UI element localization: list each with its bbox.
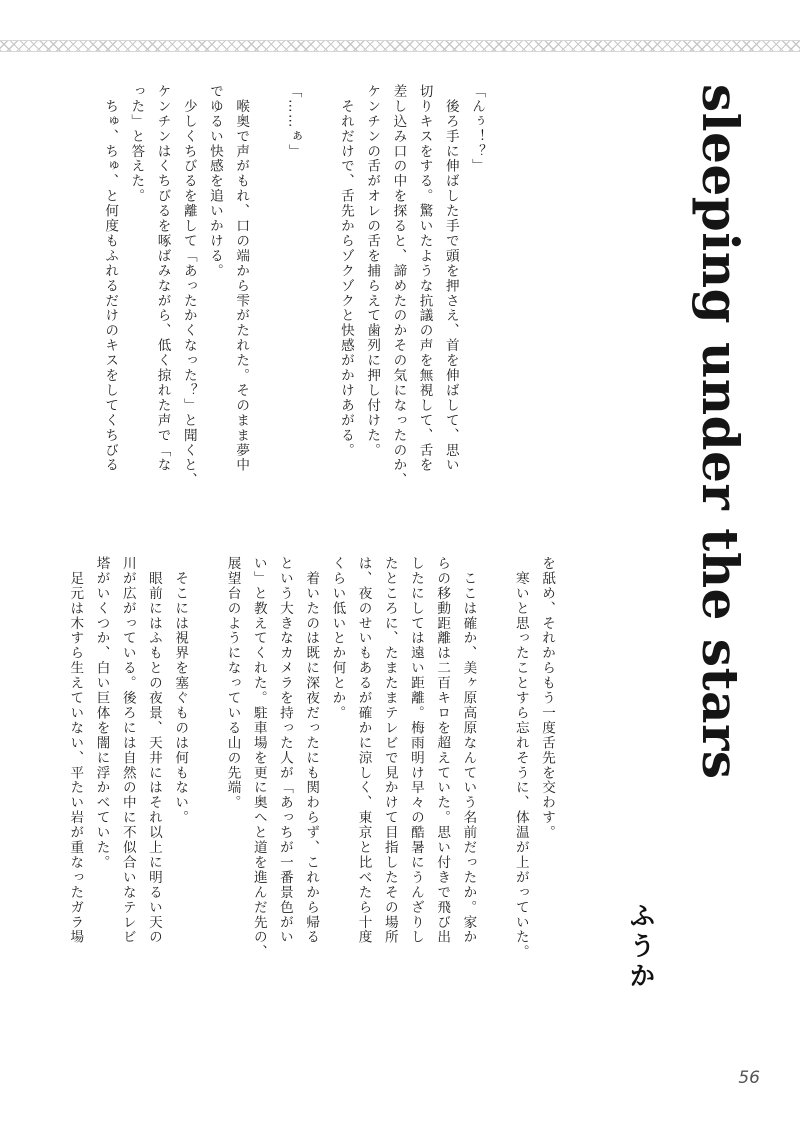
text-line: 喉奥で声がもれ、口の端から雫がたれた。そのまま夢中	[233, 84, 250, 473]
text-line: い」と教えてくれた。駐車場を更に奥へと道を進んだ先の、	[250, 556, 267, 960]
page-number: 56	[738, 1068, 760, 1088]
text-line: たところに、たまたまテレビで見かけて目指したその場所	[381, 556, 398, 945]
text-line: 切りキスをする。驚いたような抗議の声を無視して、舌を	[416, 84, 433, 473]
text-line: でゆるい快感を追いかける。	[206, 84, 223, 279]
text-line	[307, 84, 333, 544]
text-line: は、夜のせいもあるが確かに涼しく、東京と比べたら十度	[355, 556, 372, 945]
text-line: 展望台のようになっている山の先端。	[224, 556, 241, 811]
author-name: ふうか	[625, 902, 655, 992]
text-line: 寒いと思ったことすら忘れそうに、体温が上がっていた。	[512, 556, 529, 960]
text-line: 「……ぁ」	[285, 84, 302, 159]
lower-text-block	[67, 556, 560, 1006]
text-line: 眼前にはふもとの夜景、天井にはそれ以上に明るい天の	[145, 556, 162, 945]
text-line: らの移動距離は二百キロを超えていた。思い付きで飛び出	[434, 556, 451, 945]
text-line: 後ろ手に伸ばした手で頭を押さえ、首を伸ばして、思い	[442, 84, 459, 473]
text-line: 川が広がっている。後ろには自然の中に不似合いなテレビ	[119, 556, 136, 945]
upper-text-block	[100, 84, 490, 544]
text-line: 着いたのは既に深夜だったにも関わらず、これから帰る	[303, 556, 320, 945]
text-line: 「んぅ！？」	[469, 84, 485, 174]
text-line: った」と答えた。	[128, 84, 145, 204]
text-line: 塔がいくつか、白い巨体を闇に浮かべていた。	[93, 556, 110, 870]
text-line: ここは確か、美ヶ原高原なんていう名前だったか。家か	[460, 556, 477, 945]
text-line: ケンチンはくちびるを啄ばみながら、低く掠れた声で「な	[154, 84, 171, 473]
text-line: ケンチンの舌がオレの舌を捕らえて歯列に押し付けた。	[364, 84, 381, 458]
text-line	[193, 556, 219, 1006]
decorative-top-border	[0, 40, 800, 52]
text-line	[481, 556, 507, 1006]
text-line: 少しくちびるを離して「あったかくなった？」と聞くと、	[180, 84, 197, 488]
text-line: そこには視界を塞ぐものは何もない。	[172, 556, 189, 826]
text-line	[254, 84, 280, 544]
text-line: 足元は木すら生えていない、平たい岩が重なったガラ場	[67, 556, 84, 945]
text-line: くらい低いとか何とか。	[329, 556, 346, 721]
text-line: を舐め、それからもう一度舌先を交わす。	[539, 556, 555, 841]
text-line: したにしては遠い距離。梅雨明け早々の酷暑にうんざりし	[407, 556, 424, 945]
story-title: sleeping under the stars	[691, 84, 750, 780]
text-line: ちゅ、ちゅ、と何度もふれるだけのキスをしてくちびる	[102, 84, 119, 473]
text-line: という大きなカメラを持った人が「あっちが一番景色がい	[276, 556, 293, 945]
text-line: それだけで、舌先からゾクゾクと快感がかけあがる。	[337, 84, 354, 458]
text-line: 差し込み口の中を探ると、諦めたのかその気になったのか、	[390, 84, 407, 488]
